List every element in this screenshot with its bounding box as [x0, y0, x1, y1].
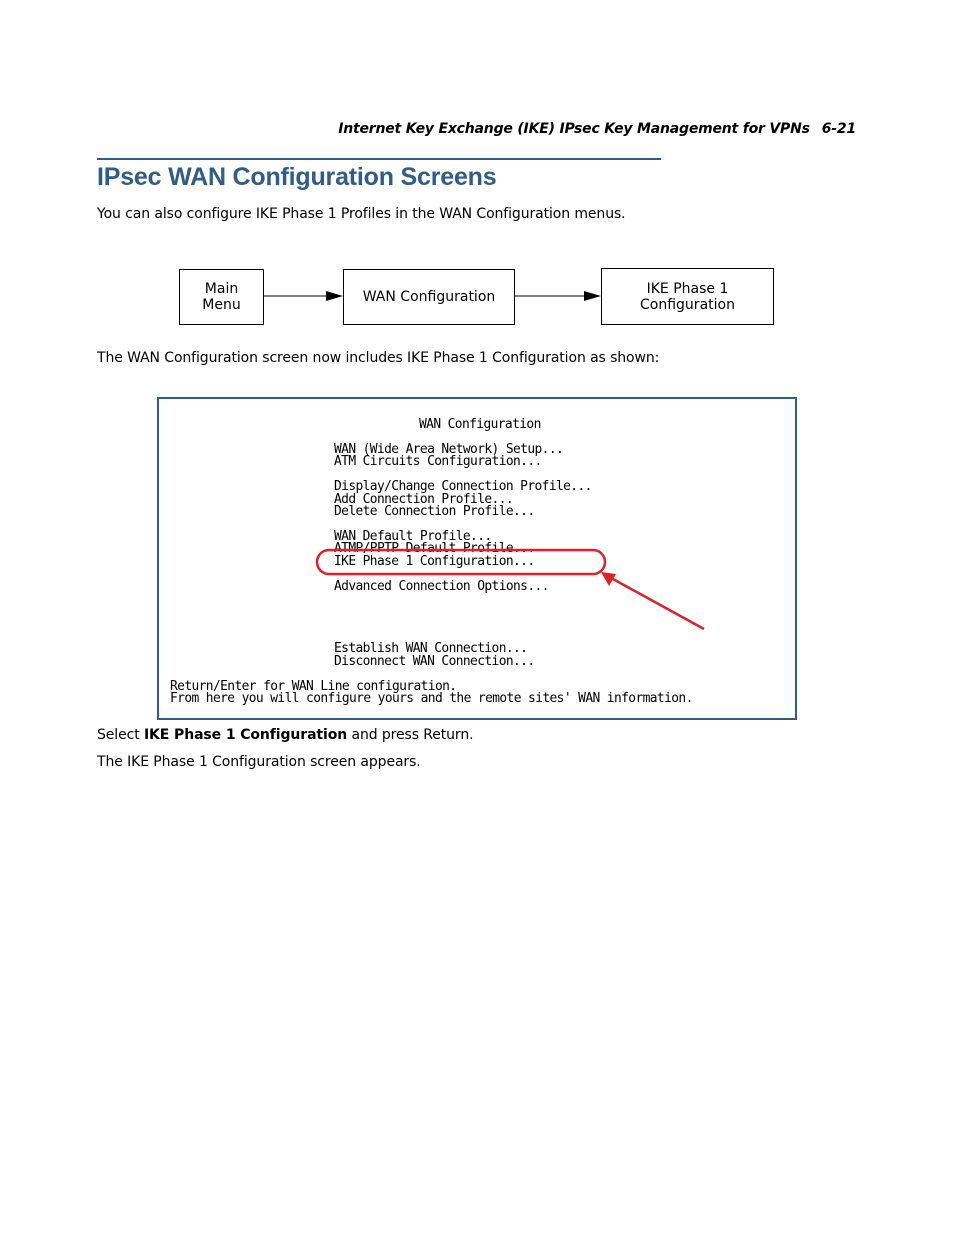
menu-item-wan-default-profile[interactable]: WAN Default Profile...	[334, 529, 492, 544]
menu-item-wan-setup[interactable]: WAN (Wide Area Network) Setup...	[334, 442, 564, 457]
select-suffix: and press Return.	[347, 727, 474, 743]
ike-phase1-label-line2: Configuration	[640, 296, 735, 313]
terminal-screen	[157, 397, 797, 720]
arrow-main-to-wan	[264, 291, 343, 301]
wan-configuration-box	[343, 269, 515, 325]
select-bold-term: IKE Phase 1 Configuration	[143, 727, 348, 743]
menu-item-add-profile[interactable]: Add Connection Profile...	[334, 492, 514, 507]
intro-paragraph: You can also configure IKE Phase 1 Profiles in the WAN Configuration menus.	[97, 206, 626, 222]
main-menu-label-line1: Main	[204, 281, 239, 297]
menu-item-ike-phase1[interactable]: IKE Phase 1 Configuration...	[334, 554, 535, 569]
status-line-1: Return/Enter for WAN Line configuration.	[170, 679, 457, 694]
menu-item-display-change-profile[interactable]: Display/Change Connection Profile...	[334, 479, 592, 494]
arrow-wan-to-ike	[515, 291, 601, 301]
main-menu-box	[179, 269, 264, 325]
page-number: 6-21	[821, 121, 856, 137]
appears-paragraph: The IKE Phase 1 Configuration screen appears.	[97, 754, 421, 770]
section-heading: IPsec WAN Configuration Screens	[97, 163, 497, 191]
select-prefix: Select	[97, 727, 144, 743]
heading-rule	[97, 158, 661, 160]
terminal-title: WAN Configuration	[419, 417, 541, 432]
menu-item-disconnect-connection[interactable]: Disconnect WAN Connection...	[334, 654, 535, 669]
wan-configuration-label: WAN Configuration	[362, 289, 496, 305]
running-head-title: Internet Key Exchange (IKE) IPsec Key Management for VPNs	[338, 121, 810, 137]
ike-phase1-box	[601, 268, 774, 325]
ike-phase1-label-line1: IKE Phase 1	[646, 280, 729, 297]
status-line-2: From here you will configure yours and the remote sites' WAN information.	[170, 691, 693, 706]
menu-item-delete-profile[interactable]: Delete Connection Profile...	[334, 504, 535, 519]
menu-item-atmp-pptp-profile[interactable]: ATMP/PPTP Default Profile...	[334, 541, 535, 556]
running-head	[300, 121, 856, 137]
main-menu-label-line2: Menu	[202, 297, 241, 313]
select-paragraph	[97, 727, 473, 743]
menu-item-atm-circuits[interactable]: ATM Circuits Configuration...	[334, 454, 542, 469]
menu-item-advanced-options[interactable]: Advanced Connection Options...	[334, 579, 549, 594]
flow-arrows	[0, 0, 954, 400]
menu-item-establish-connection[interactable]: Establish WAN Connection...	[334, 641, 528, 656]
shown-paragraph: The WAN Configuration screen now includes IKE Phase 1 Configuration as shown:	[97, 350, 660, 366]
